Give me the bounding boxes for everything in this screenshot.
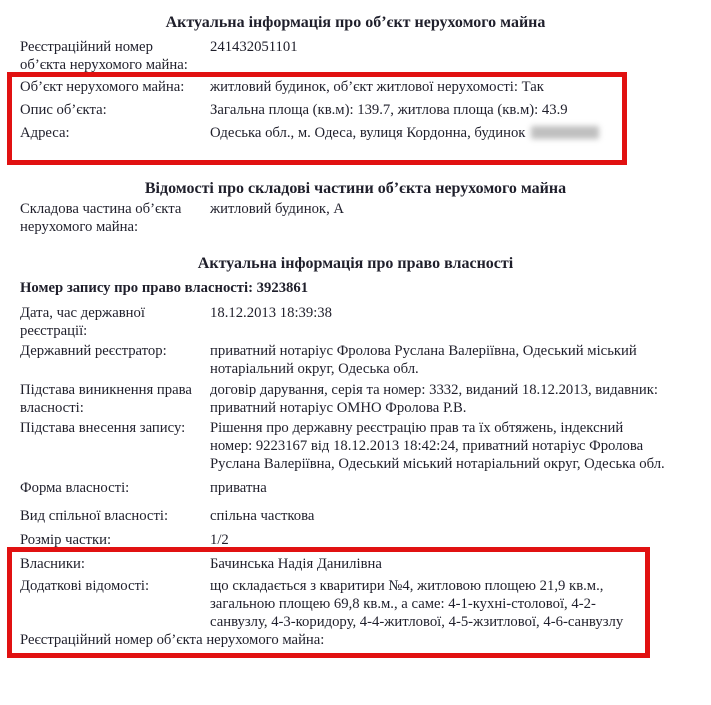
field-row-additional-info (12, 577, 645, 631)
ownership-record-number-line: Номер запису про право власності: 3923861 (20, 280, 309, 296)
field-label: Підстава внесення запису: (20, 420, 186, 436)
field-row-registration-number (0, 38, 711, 74)
field-row-basis-of-entry (0, 419, 711, 473)
field-label: Опис об’єкта: (20, 102, 107, 118)
field-label: Адреса: (20, 125, 70, 141)
field-row-description (12, 101, 622, 119)
field-value: 1/2 (210, 532, 229, 548)
field-value: спільна часткова (210, 508, 315, 524)
field-row-registration-datetime (0, 304, 711, 340)
field-value: Загальна площа (кв.м): 139.7, житлова площа (кв.м): 43.9 (210, 102, 568, 118)
field-value: житловий будинок, А (210, 201, 345, 217)
field-label: Розмір частки: (20, 532, 112, 548)
field-value: що складається з кваритири №4, житловою площею 21,9 кв.м., загальною площею 69,8 кв.м., а саме: 4-1-кухні-столової, 4-2-санвузлу, 4-3-коридору, 4-4-житлової, 4-5-жзитлової, 4-6-санвузлу (210, 578, 624, 630)
field-label: Державний реєстратор: (20, 343, 167, 359)
field-row-registrar (0, 342, 711, 378)
field-label: Складова частина об’єкта нерухомого майна: (20, 201, 182, 235)
field-row-component-part (0, 200, 711, 236)
address-text: Одеська обл., м. Одеса, вулиця Кордонна, будинок (210, 125, 526, 141)
field-label: Власники: (20, 556, 85, 572)
redacted-house-number (531, 126, 599, 139)
section-title-components: Відомості про складові частини об’єкта нерухомого майна (144, 180, 567, 197)
field-value: 18.12.2013 18:39:38 (210, 305, 332, 321)
field-value: житловий будинок, об’єкт житлової нерухомості: Так (210, 79, 544, 95)
highlight-box-object-details (7, 72, 627, 165)
field-row-object (12, 78, 622, 96)
field-value: договір дарування, серія та номер: 3332, виданий 18.12.2013, видавник: приватний нотаріус ОМНО Фролова Р.В. (210, 382, 658, 416)
field-label: Додаткові відомості: (20, 578, 150, 594)
field-label: Об’єкт нерухомого майна: (20, 79, 185, 95)
field-row-ownership-form (0, 479, 711, 497)
section-title-object-info: Актуальна інформація про об’єкт нерухомого майна (165, 14, 546, 31)
highlight-box-owners-details (7, 547, 650, 658)
field-value: приватна (210, 480, 267, 496)
field-label: Реєстраційний номер об’єкта нерухомого майна: (20, 632, 325, 648)
field-value: приватний нотаріус Фролова Руслана Валеріївна, Одеський міський нотаріальний округ, Одеська обл. (210, 343, 637, 377)
field-label: Реєстраційний номер об’єкта нерухомого майна: (20, 39, 188, 73)
clipped-text-row (12, 631, 645, 649)
field-value (210, 124, 622, 142)
field-row-share-size (0, 531, 711, 549)
field-row-joint-ownership-type (0, 507, 711, 525)
field-row-address (12, 124, 622, 142)
field-row-owners (12, 555, 645, 573)
field-value: Бачинська Надія Данилівна (210, 556, 382, 572)
field-value: 241432051101 (210, 39, 298, 55)
section-title-ownership: Актуальна інформація про право власності (197, 255, 514, 272)
field-label: Вид спільної власності: (20, 508, 169, 524)
field-label: Дата, час державної реєстрації: (20, 305, 145, 339)
field-row-basis-of-ownership (0, 381, 711, 417)
field-label: Підстава виникнення права власності: (20, 382, 192, 416)
field-value: Рішення про державну реєстрацію прав та їх обтяжень, індексний номер: 9223167 від 18.12.2013 18:42:24, приватний нотаріус Фролова Руслана Валеріївна, Одеський міський нотаріальний округ, Одеська обл. (210, 420, 665, 472)
field-label: Форма власності: (20, 480, 130, 496)
